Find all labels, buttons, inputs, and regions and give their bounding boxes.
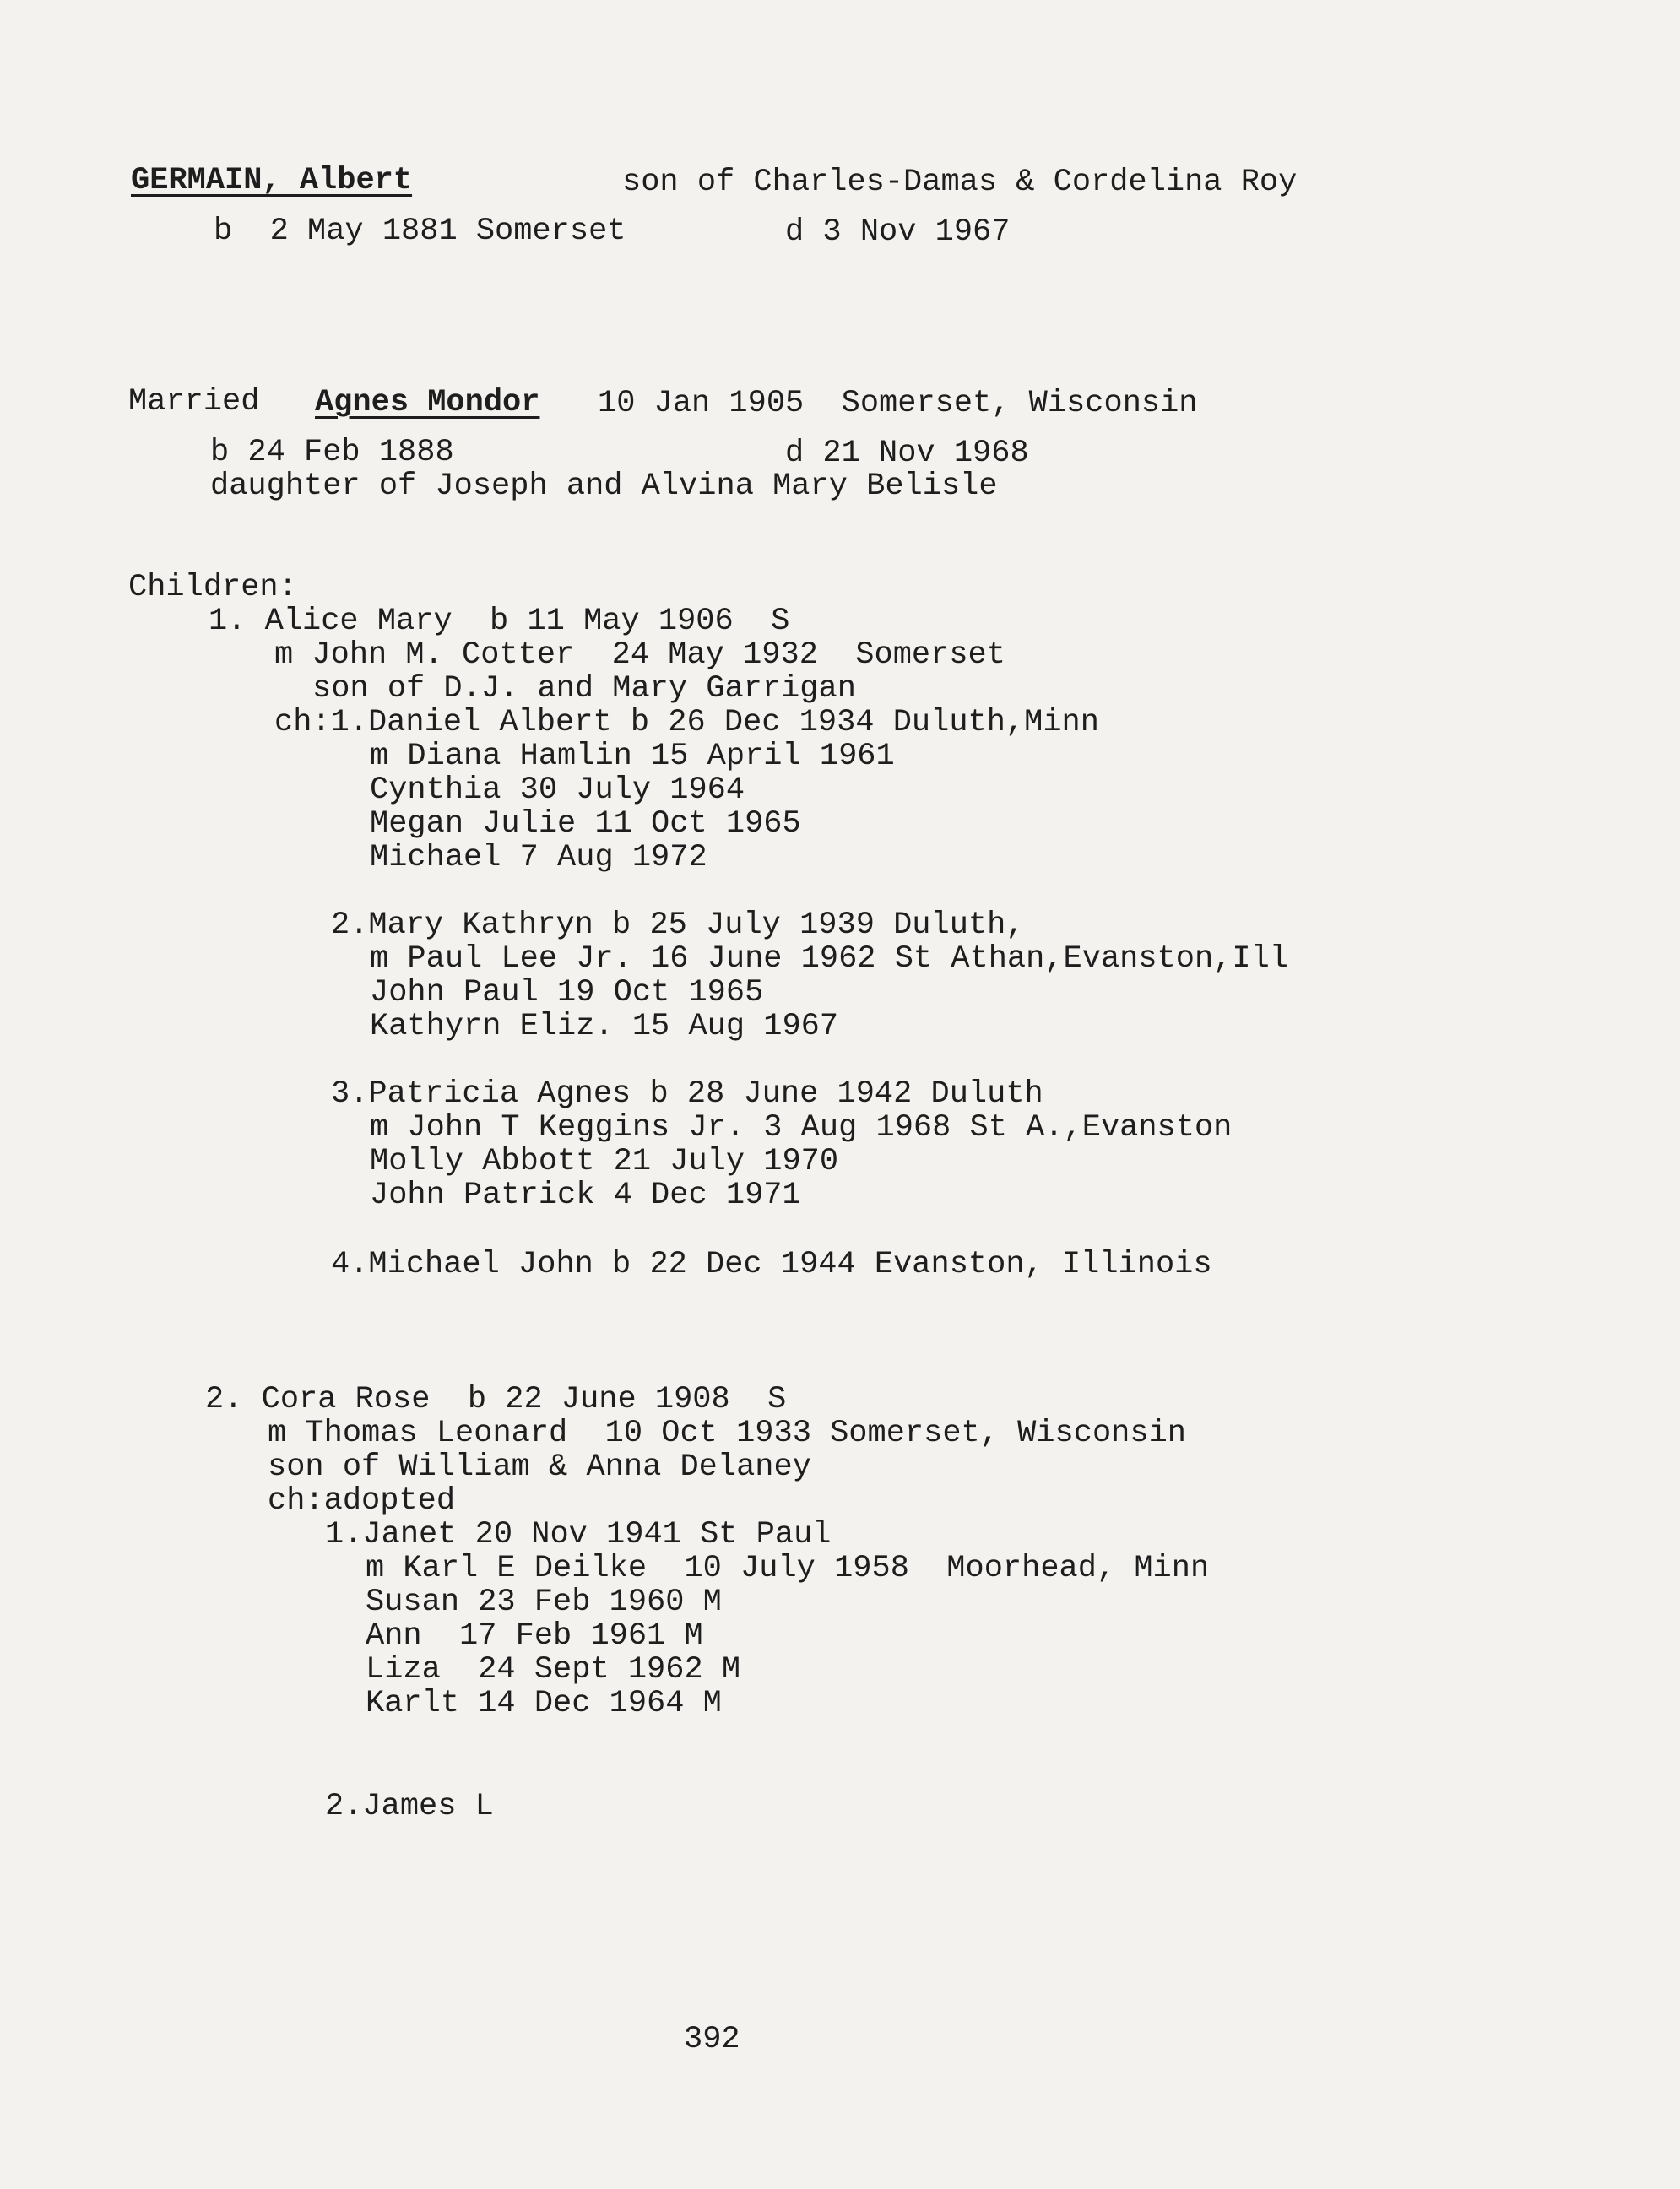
marriage-details: 10 Jan 1905 Somerset, Wisconsin: [598, 386, 1198, 421]
married-label: Married: [128, 384, 260, 420]
grandchild-1-3-married: m John T Keggins Jr. 3 Aug 1968 St A.,Evanston: [370, 1110, 1233, 1146]
child-2-line: 2. Cora Rose b 22 June 1908 S: [205, 1382, 787, 1417]
great-grandchild-1-1-3: Michael 7 Aug 1972: [370, 840, 707, 875]
grandchild-1-2-married: m Paul Lee Jr. 16 June 1962 St Athan,Evanston,Ill: [370, 941, 1288, 977]
spouse-parents: daughter of Joseph and Alvina Mary Belisle: [210, 469, 998, 504]
spouse-name: Agnes Mondor: [315, 385, 540, 420]
grandchild-1-1-married: m Diana Hamlin 15 April 1961: [370, 739, 895, 774]
great-grandchild-2-1-3: Liza 24 Sept 1962 M: [366, 1652, 741, 1688]
great-grandchild-2-1-4: Karlt 14 Dec 1964 M: [366, 1686, 722, 1721]
child-1-married: m John M. Cotter 24 May 1932 Somerset: [274, 637, 1005, 673]
subject-birth: b 2 May 1881 Somerset: [214, 214, 626, 249]
child-1-line: 1. Alice Mary b 11 May 1906 S: [209, 604, 790, 639]
great-grandchild-1-1-2: Megan Julie 11 Oct 1965: [370, 806, 801, 842]
child-2-note: ch:adopted: [268, 1483, 456, 1519]
grandchild-2-1-married: m Karl E Deilke 10 July 1958 Moorhead, Minn: [366, 1551, 1210, 1586]
child-2-married: m Thomas Leonard 10 Oct 1933 Somerset, Wisconsin: [268, 1416, 1186, 1451]
grandchild-1-4-line: 4.Michael John b 22 Dec 1944 Evanston, Illinois: [331, 1247, 1212, 1282]
grandchild-1-3-line: 3.Patricia Agnes b 28 June 1942 Duluth: [331, 1076, 1043, 1112]
great-grandchild-1-3-1: Molly Abbott 21 July 1970: [370, 1144, 839, 1179]
great-grandchild-1-2-1: John Paul 19 Oct 1965: [370, 975, 764, 1011]
subject-death: d 3 Nov 1967: [785, 214, 1011, 250]
child-1-spouse-parents: son of D.J. and Mary Garrigan: [312, 671, 856, 707]
spouse-birth: b 24 Feb 1888: [210, 435, 454, 470]
great-grandchild-1-2-2: Kathyrn Eliz. 15 Aug 1967: [370, 1009, 839, 1044]
great-grandchild-2-1-2: Ann 17 Feb 1961 M: [366, 1618, 703, 1654]
great-grandchild-2-1-1: Susan 23 Feb 1960 M: [366, 1585, 722, 1620]
grandchild-2-1-line: 1.Janet 20 Nov 1941 St Paul: [325, 1517, 832, 1552]
page-number: 392: [684, 2022, 740, 2057]
child-2-spouse-parents: son of William & Anna Delaney: [268, 1449, 811, 1485]
grandchild-2-2-line: 2.James L: [325, 1789, 494, 1824]
subject-parents: son of Charles-Damas & Cordelina Roy: [622, 165, 1298, 200]
grandchild-1-1-line: ch:1.Daniel Albert b 26 Dec 1934 Duluth,Minn: [274, 705, 1099, 740]
spouse-death: d 21 Nov 1968: [785, 436, 1029, 471]
grandchild-1-2-line: 2.Mary Kathryn b 25 July 1939 Duluth,: [331, 908, 1025, 943]
children-label: Children:: [128, 570, 297, 605]
great-grandchild-1-3-2: John Patrick 4 Dec 1971: [370, 1178, 801, 1213]
subject-name: GERMAIN, Albert: [131, 163, 413, 198]
great-grandchild-1-1-1: Cynthia 30 July 1964: [370, 772, 745, 808]
